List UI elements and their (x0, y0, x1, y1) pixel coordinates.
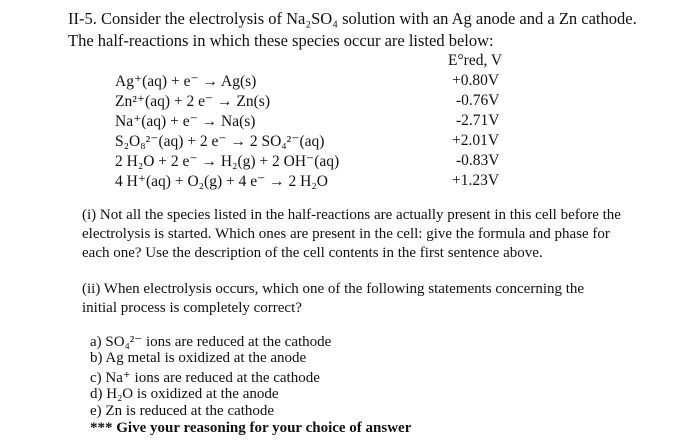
reaction-potential: +2.01V (452, 132, 500, 149)
reaction-equation: Ag⁺(aq) + e⁻ → Ag(s) (115, 73, 257, 90)
problem-intro-line-1 (68, 9, 637, 29)
part-i-line-2: electrolysis is started. Which ones are present in the cell: give the formula and phase for (82, 226, 610, 242)
reaction-equation: Zn²⁺(aq) + 2 e⁻ → Zn(s) (115, 93, 270, 110)
reaction-potential: +1.23V (452, 172, 500, 189)
reaction-potential: -0.83V (456, 152, 500, 169)
answer-option-b: b) Ag metal is oxidized at the anode (90, 350, 307, 366)
reaction-equation: S₂O₈²⁻(aq) + 2 e⁻ → 2 SO₄²⁻(aq) (115, 133, 325, 150)
answer-option-d: d) H₂O is oxidized at the anode (90, 386, 279, 402)
part-i-line-3: each one? Use the description of the cell contents in the first sentence above. (82, 245, 543, 261)
part-ii-line-1: (ii) When electrolysis occurs, which one of the following statements concerning the (82, 281, 585, 297)
answer-option-e: e) Zn is reduced at the cathode (90, 403, 275, 419)
part-i-line-1: (i) Not all the species listed in the half-reactions are actually present in this cell before the (82, 207, 621, 223)
reaction-equation: Na⁺(aq) + e⁻ → Na(s) (115, 113, 256, 130)
reaction-potential: -2.71V (456, 112, 500, 129)
reaction-equation: 4 H⁺(aq) + O₂(g) + 4 e⁻ → 2 H₂O (115, 173, 328, 190)
reaction-potential: -0.76V (456, 92, 500, 109)
part-ii-line-2: initial process is completely correct? (82, 300, 302, 316)
problem-number: II-5. (68, 9, 97, 28)
intro-text-2: The half-reactions in which these species occur are listed below: (68, 31, 494, 50)
answer-option-c: c) Na⁺ ions are reduced at the cathode (90, 370, 320, 386)
reaction-potential: +0.80V (452, 72, 500, 89)
intro-text-1: Consider the electrolysis of Na₂SO₄ solution with an Ag anode and a Zn cathode. (100, 9, 637, 28)
ered-header: E°red, V (448, 52, 503, 69)
reaction-equation: 2 H₂O + 2 e⁻ → H₂(g) + 2 OH⁻(aq) (115, 153, 340, 170)
answer-option-a: a) SO₄²⁻ ions are reduced at the cathode (90, 334, 332, 350)
reasoning-prompt: *** Give your reasoning for your choice of answer (90, 420, 412, 436)
